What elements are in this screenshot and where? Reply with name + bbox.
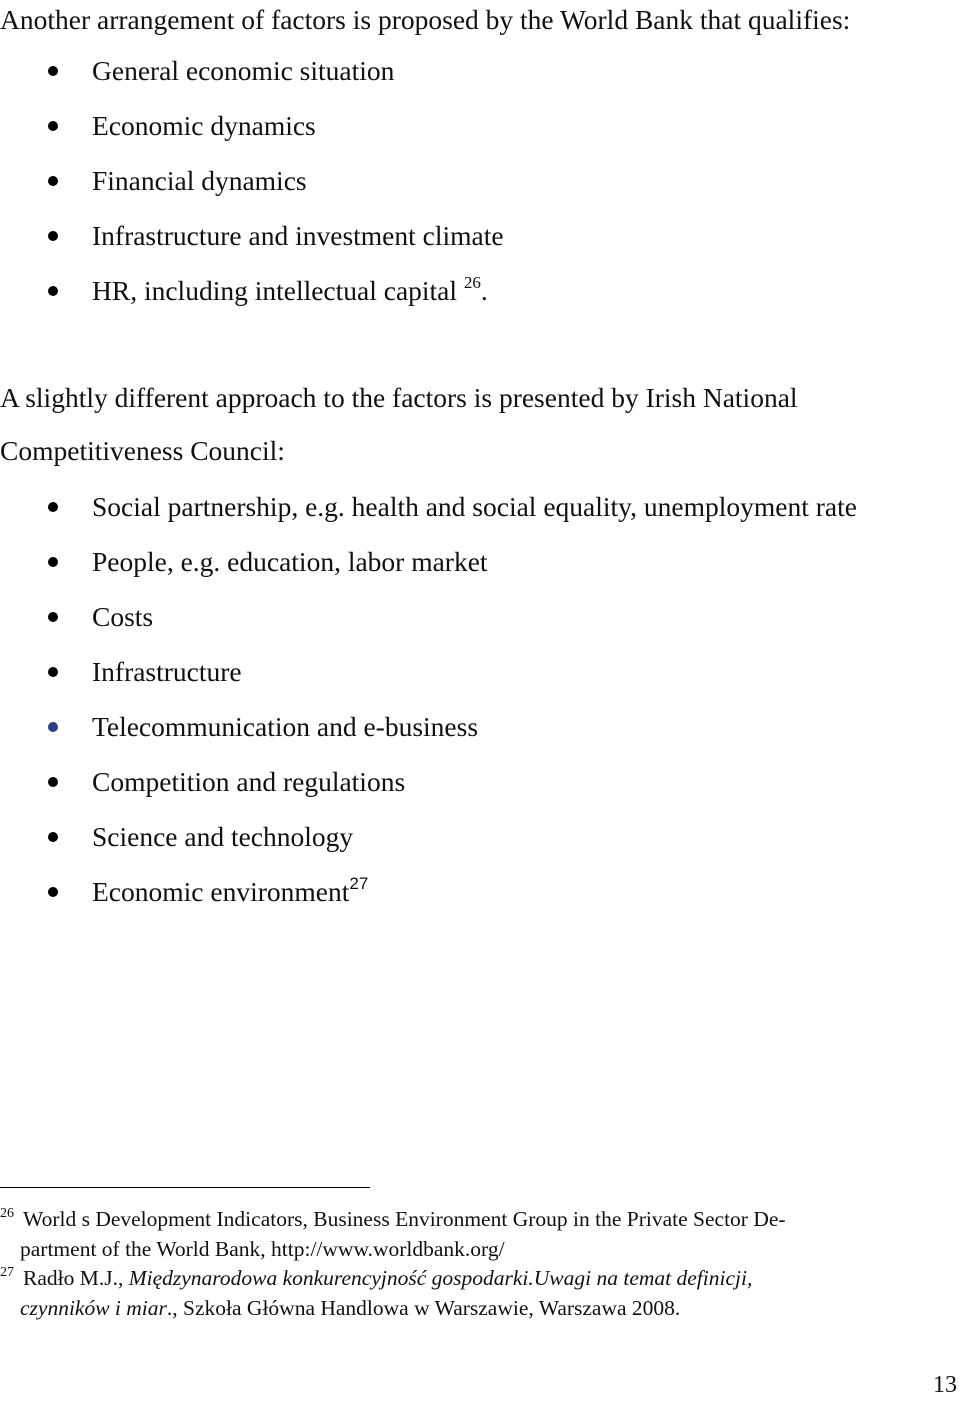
bullet-icon	[48, 231, 58, 241]
footnote-ref-26[interactable]: 26	[463, 273, 481, 292]
bullet-icon	[48, 777, 58, 787]
footnote-title-continued: czynników i miar	[20, 1295, 167, 1320]
footnote-text-line	[20, 1264, 945, 1294]
bullet-icon	[48, 66, 58, 76]
bullet-icon	[48, 887, 58, 897]
list-item-text: Infrastructure	[92, 656, 242, 687]
list-item-text-with-ref	[92, 263, 488, 318]
footnote-publisher: ., Szkoła Główna Handlowa w Warszawie, Warszawa 2008.	[166, 1295, 681, 1320]
page-number: 13	[933, 1372, 957, 1398]
bullet-icon	[48, 612, 58, 622]
footnote-text-line	[20, 1294, 945, 1324]
footnote-number: 27	[0, 1265, 14, 1280]
bullet-icon	[48, 832, 58, 842]
intro-irish-line-2: Competitiveness Council:	[0, 435, 285, 466]
bullet-icon	[48, 121, 58, 131]
footnote-26	[0, 1205, 945, 1264]
intro-world-bank: Another arrangement of factors is proposed by the World Bank that qualifies:	[0, 4, 851, 35]
bullet-icon	[48, 722, 58, 732]
list-item-text: Costs	[92, 601, 154, 632]
list-item-text: Financial dynamics	[92, 165, 307, 196]
footnote-separator	[0, 1187, 370, 1188]
list-item-text: General economic situation	[92, 55, 395, 86]
bullet-icon	[48, 502, 58, 512]
footnote-number: 26	[0, 1206, 14, 1221]
bullet-icon	[48, 176, 58, 186]
list-item-text: People, e.g. education, labor market	[92, 546, 488, 577]
footnote-text-line: partment of the World Bank, http://www.worldbank.org/	[20, 1236, 505, 1261]
bullet-icon	[48, 557, 58, 567]
footnotes	[0, 1205, 945, 1323]
footnote-text-line: World s Development Indicators, Business Environment Group in the Private Sector De-	[23, 1207, 786, 1231]
intro-irish-line-1: A slightly different approach to the factors is presented by Irish National	[0, 382, 798, 413]
sentence-period: .	[480, 275, 488, 306]
list-item-text: Economic dynamics	[92, 110, 316, 141]
footnote-title: Międzynarodowa konkurencyjność gospodarki.Uwagi na temat definicji,	[128, 1266, 753, 1290]
list-item-text: Infrastructure and investment climate	[92, 220, 504, 251]
list-item-text: Competition and regulations	[92, 766, 406, 797]
list-item-text: Social partnership, e.g. health and social equality, unemployment rate	[92, 491, 857, 522]
list-item-label: HR, including intellectual capital	[92, 275, 458, 306]
footnote-separator-text: ,	[117, 1266, 129, 1290]
list-item-text: Science and technology	[92, 821, 354, 852]
footnote-27	[0, 1264, 945, 1323]
bullet-icon	[48, 286, 58, 296]
bullet-icon	[48, 667, 58, 677]
list-item-text-with-ref	[92, 864, 368, 919]
footnote-author: Radło M.J.	[23, 1266, 118, 1290]
list-item-label: Economic environment	[92, 876, 350, 907]
footnote-ref-27[interactable]: 27	[349, 874, 369, 893]
list-item-text: Telecommunication and e-business	[92, 711, 479, 742]
